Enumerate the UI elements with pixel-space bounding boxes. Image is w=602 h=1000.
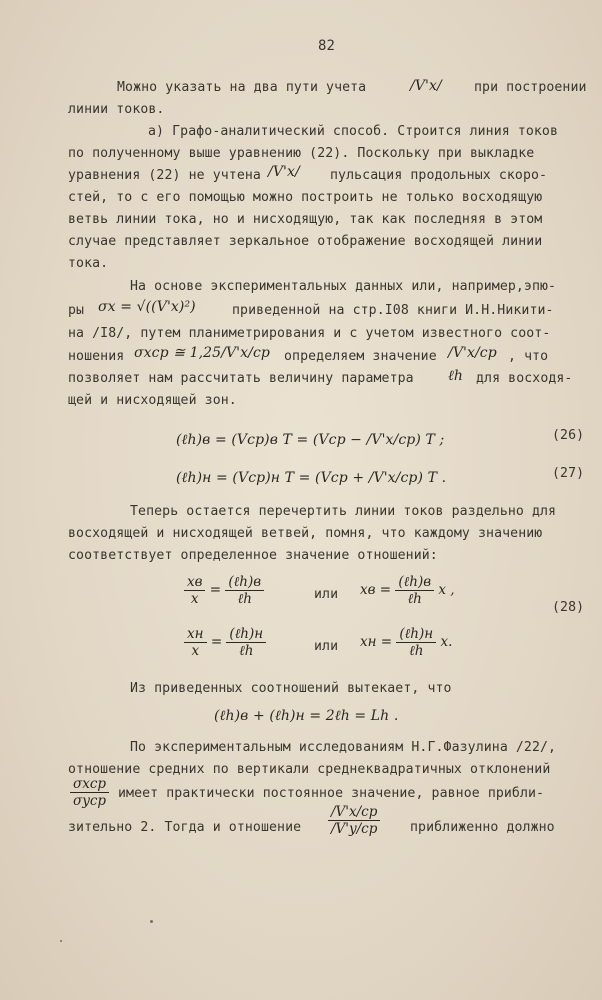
- text-line: ры: [68, 303, 85, 318]
- text-line: а) Графо-аналитический способ. Строится линия токов: [148, 124, 559, 139]
- handwritten-formula: /V'x/: [410, 78, 442, 94]
- text-line: По экспериментальным исследованиям Н.Г.Фазулина /22/,: [130, 740, 557, 755]
- text-line: определяем значение: [284, 349, 437, 364]
- text-line: зительно 2. Тогда и отношение: [68, 820, 302, 835]
- text-line: Теперь остается перечертить линии токов раздельно для: [130, 504, 557, 519]
- text-line: отношение средних по вертикали среднеквадратичных отклонений: [68, 762, 551, 777]
- paper-speck: [60, 940, 62, 942]
- text-or: или: [314, 639, 339, 654]
- equation-number: (28): [552, 600, 585, 615]
- text-line: случае представляет зеркальное отображение восходящей линии: [68, 234, 543, 249]
- text-line: при построении: [474, 80, 587, 95]
- handwritten-formula: /V'x/ср: [448, 345, 497, 361]
- equation-28-row2-b: xн = $\frac{\text{(ℓh)н}}{\text{ℓh}}$ x.: [360, 626, 453, 659]
- equation-number: (26): [552, 428, 585, 443]
- text-line: , что: [508, 349, 549, 364]
- equation-number: (27): [552, 466, 585, 481]
- text-line: щей и нисходящей зон.: [68, 393, 237, 408]
- equation-sum: (ℓh)в + (ℓh)н = 2ℓh = Lh .: [214, 708, 399, 724]
- text-line: уравнения (22) не учтена: [68, 168, 261, 183]
- fraction-velocity: $\frac{/V'x/ср}{/V'y/ср}$: [328, 804, 380, 837]
- handwritten-formula: ℓh: [448, 368, 464, 384]
- text-line: стей, то с его помощью можно построить не только восходящую: [68, 190, 543, 205]
- text-line: ветвь линии тока, но и нисходящую, так как последняя в этом: [68, 212, 543, 227]
- equation-27: (ℓh)н = (Vср)н T = (Vср + /V'x/ср) T .: [176, 470, 447, 486]
- text-line: ношения: [68, 349, 125, 364]
- handwritten-formula: σx = √((V'x)²): [98, 299, 196, 315]
- text-line: пульсация продольных скоро-: [330, 168, 548, 183]
- text-line: позволяет нам рассчитать величину параметра: [68, 371, 414, 386]
- text-line: имеет практически постоянное значение, равное прибли-: [118, 786, 545, 801]
- text-line: соответствует определенное значение отношений:: [68, 548, 438, 563]
- text-line: для восходя-: [476, 371, 573, 386]
- text-line: Из приведенных соотношений вытекает, что: [130, 681, 452, 696]
- text-line: приближенно должно: [410, 820, 555, 835]
- text-line: восходящей и нисходящей ветвей, помня, что каждому значению: [68, 526, 543, 541]
- equation-28-row1-b: xв = $\frac{\text{(ℓh)в}}{\text{ℓh}}$ x ,: [360, 574, 455, 607]
- paper-speck: [150, 920, 153, 923]
- text-line: линии токов.: [68, 102, 165, 117]
- fraction-sigma: $\frac{\text{σxср}}{\text{σyср}}$: [70, 776, 109, 809]
- text-line: по полученному выше уравнению (22). Поскольку при выкладке: [68, 146, 535, 161]
- handwritten-formula: /V'x/: [268, 164, 300, 180]
- text-line: На основе экспериментальных данных или, например,эпю-: [130, 279, 557, 294]
- text-line: тока.: [68, 256, 109, 271]
- equation-28-row1: $\frac{xв}{x}$ = $\frac{\text{(ℓh)в}}{\text{ℓh}}$: [184, 574, 264, 607]
- text-line: приведенной на стр.I08 книги И.Н.Никити-: [232, 303, 554, 318]
- page-number: 82: [318, 38, 336, 54]
- equation-28-row2: $\frac{xн}{x}$ = $\frac{\text{(ℓh)н}}{\text{ℓh}}$: [184, 626, 266, 659]
- handwritten-formula: σxср ≅ 1,25/V'x/ср: [134, 345, 270, 361]
- text-or: или: [314, 587, 339, 602]
- text-line: Можно указать на два пути учета: [117, 80, 367, 95]
- equation-26: (ℓh)в = (Vср)в T = (Vср − /V'x/ср) T ;: [176, 432, 445, 448]
- text-line: на /I8/, путем планиметрирования и с учетом известного соот-: [68, 326, 551, 341]
